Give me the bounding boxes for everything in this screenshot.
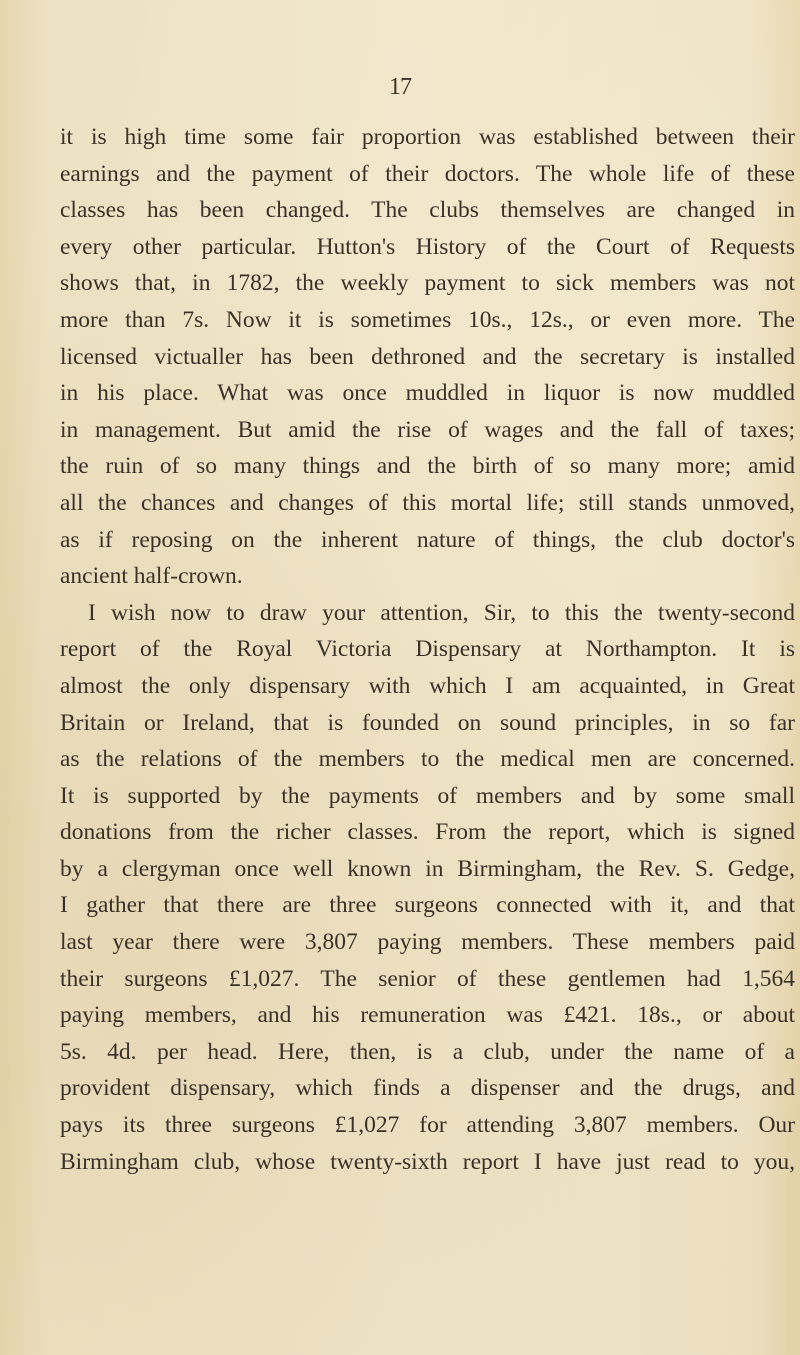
text-line: report of the Royal Victoria Dispensary at Northampton. It is xyxy=(60,636,795,663)
text-line: It is supported by the payments of members and by some small xyxy=(60,782,795,809)
body-text xyxy=(60,119,795,1180)
text-line: pays its three surgeons £1,027 for attending 3,807 members. Our xyxy=(60,1112,795,1139)
text-line: in his place. What was once muddled in liquor is now muddled xyxy=(60,380,795,407)
text-line: I gather that there are three surgeons connected with it, and that xyxy=(60,892,795,919)
text-line: more than 7s. Now it is sometimes 10s., 12s., or even more. The xyxy=(60,306,795,333)
text-line: earnings and the payment of their doctors. The whole life of these xyxy=(60,160,795,187)
text-line: paying members, and his remuneration was £421. 18s., or about xyxy=(60,1002,795,1029)
text-line: as if reposing on the inherent nature of things, the club doctor's xyxy=(60,526,795,553)
text-line: provident dispensary, which finds a dispenser and the drugs, and xyxy=(60,1075,795,1102)
text-line: I wish now to draw your attention, Sir, to this the twenty-second xyxy=(88,599,795,626)
page-number: 17 xyxy=(389,74,411,100)
text-line: in management. But amid the rise of wages and the fall of taxes; xyxy=(60,416,795,443)
text-line: donations from the richer classes. From the report, which is signed xyxy=(60,819,795,846)
text-line: all the chances and changes of this mortal life; still stands unmoved, xyxy=(60,489,795,516)
text-line: their surgeons £1,027. The senior of these gentlemen had 1,564 xyxy=(60,965,795,992)
text-line: every other particular. Hutton's History of the Court of Requests xyxy=(60,233,795,260)
text-line: shows that, in 1782, the weekly payment to sick members was not xyxy=(60,270,795,297)
text-line: ancient half-crown. xyxy=(60,563,243,590)
text-line: the ruin of so many things and the birth of so many more; amid xyxy=(60,453,795,480)
text-line: classes has been changed. The clubs themselves are changed in xyxy=(60,197,795,224)
text-line: licensed victualler has been dethroned and the secretary is installed xyxy=(60,343,795,370)
text-line: 5s. 4d. per head. Here, then, is a club, under the name of a xyxy=(60,1038,795,1065)
text-line: Birmingham club, whose twenty-sixth report I have just read to you, xyxy=(60,1148,795,1175)
text-line: Britain or Ireland, that is founded on sound principles, in so far xyxy=(60,709,795,736)
text-line: last year there were 3,807 paying members. These members paid xyxy=(60,929,795,956)
text-line: as the relations of the members to the medical men are concerned. xyxy=(60,746,795,773)
text-line: it is high time some fair proportion was established between their xyxy=(60,124,795,150)
text-line: by a clergyman once well known in Birmingham, the Rev. S. Gedge, xyxy=(60,855,795,882)
text-line: almost the only dispensary with which I am acquainted, in Great xyxy=(60,672,795,699)
